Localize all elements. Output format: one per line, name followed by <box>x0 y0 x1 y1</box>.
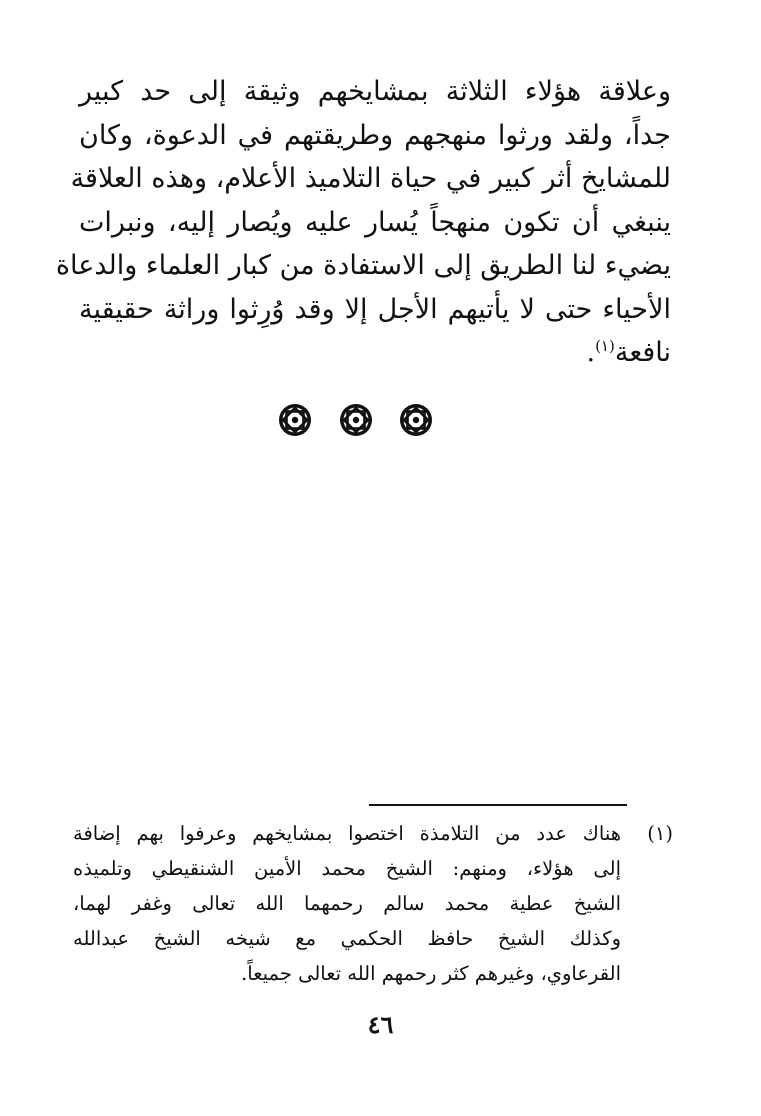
knot-ornament-icon <box>277 402 313 438</box>
paragraph-line: الأحياء حتى لا يأتيهم الأجل إلا وقد وُرِثوا وراثة حقيقية <box>79 293 671 325</box>
footnote <box>73 816 673 991</box>
paragraph-line: للمشايخ أثر كبير في حياة التلاميذ الأعلام، وهذه العلاقة <box>70 163 671 194</box>
footnote-line: إلى هؤلاء، ومنهم: الشيخ محمد الأمين الشنقيطي وتلميذه <box>73 857 621 880</box>
paragraph-line: جداً، ولقد ورثوا منهجهم وطريقتهم في الدعوة، وكان <box>79 119 671 151</box>
footnote-body <box>73 816 621 991</box>
footnote-separator <box>369 804 627 806</box>
paragraph-line: ينبغي أن تكون منهجاً يُسار عليه ويُصار إليه، ونبرات <box>79 206 671 238</box>
paragraph-line: وعلاقة هؤلاء الثلاثة بمشايخهم وثيقة إلى حد كبير <box>79 76 671 107</box>
knot-ornament-icon <box>398 402 434 438</box>
paragraph-last-line <box>79 331 671 375</box>
footnote-line: هناك عدد من التلامذة اختصوا بمشايخهم وعرفوا بهم إضافة <box>73 822 621 845</box>
section-divider-ornaments <box>0 402 761 438</box>
last-line-period: . <box>586 337 596 368</box>
footnote-line: القرعاوي، وغيرهم كثر رحمهم الله تعالى جميعاً. <box>241 962 621 985</box>
main-paragraph <box>55 70 671 375</box>
page-number: ٤٦ <box>367 1010 394 1039</box>
footnote-line: وكذلك الشيخ حافظ الحكمي مع شيخه الشيخ عبدالله <box>73 927 621 950</box>
last-line-word: نافعة <box>614 337 671 368</box>
footnote-reference: (١) <box>595 337 615 355</box>
footnote-number: (١) <box>647 822 673 845</box>
paragraph-line: يضيء لنا الطريق إلى الاستفادة من كبار العلماء والدعاة <box>55 250 671 281</box>
footnote-line: الشيخ عطية محمد سالم رحمهما الله تعالى وغفر لهما، <box>73 892 621 915</box>
knot-ornament-icon <box>338 402 374 438</box>
